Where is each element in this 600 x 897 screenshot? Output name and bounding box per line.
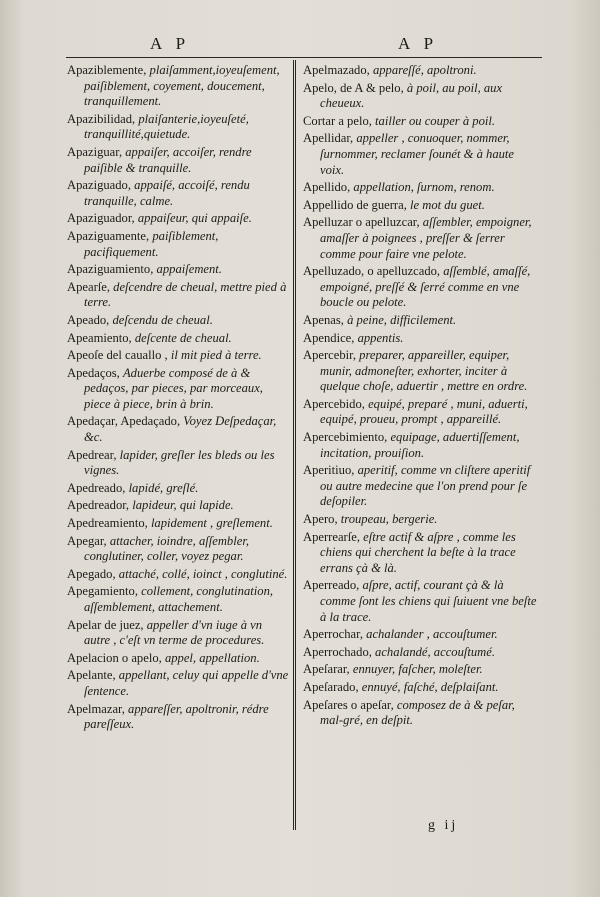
dictionary-entry (303, 180, 541, 196)
entry-headword: Appellido de guerra, (303, 197, 407, 212)
entry-headword: Apegar, (67, 533, 107, 548)
entry-headword: Apedrear, (67, 447, 117, 462)
entry-headword: Apenas, (303, 312, 344, 327)
column-divider (293, 60, 296, 830)
dictionary-entry (303, 313, 541, 329)
entry-headword: Apelluzar o apelluzcar, (303, 215, 420, 230)
entry-headword: Apelmazar, (67, 701, 125, 716)
dictionary-entry (67, 651, 289, 667)
entry-translation: lapidement , greſlement. (150, 516, 273, 531)
entry-headword: Apeamiento, (67, 330, 132, 345)
entry-translation: aſpre, actif, courant çà & là comme ſont les chiens qui ſuiuent vne beſte à la trace. (320, 578, 537, 624)
entry-headword: Apazibilidad, (67, 111, 136, 126)
dictionary-entry (67, 211, 289, 227)
header-right: A P (398, 34, 439, 53)
entry-headword: Apeſarado, (303, 679, 359, 694)
entry-headword: Apellidar, (303, 131, 354, 146)
entry-headword: Aperrochar, (303, 627, 363, 642)
entry-translation: lapider, greſler les bleds ou les vignes. (84, 447, 275, 478)
dictionary-entry (67, 618, 289, 649)
dictionary-entry (67, 702, 289, 733)
entry-headword: Aperreado, (303, 578, 360, 593)
entry-headword: Apedaçar, Apedaçado, (67, 414, 181, 429)
header-rule (66, 57, 542, 58)
dictionary-entry (303, 512, 541, 528)
dictionary-entry (67, 331, 289, 347)
entry-translation: collement, conglutination, aſſemblement, attachement. (84, 584, 274, 614)
dictionary-entry (303, 215, 541, 262)
entry-translation: ennuyer, faſcher, moleſter. (352, 662, 483, 677)
entry-headword: Apeoſe del cauallo , (67, 348, 168, 363)
entry-translation: troupeau, bergerie. (340, 512, 438, 527)
dictionary-entry (67, 262, 289, 278)
dictionary-entry (67, 584, 289, 615)
dictionary-entry (303, 397, 541, 428)
entry-headword: Apero, (303, 512, 338, 527)
entry-translation: appaiſeur, qui appaiſe. (137, 211, 252, 226)
dictionary-entry (303, 348, 541, 395)
entry-translation: appentis. (357, 330, 404, 345)
entry-headword: Apaziguamente, (67, 228, 150, 243)
entry-translation: aſſembler, empoigner, amaſſer à poignees , preſſer & ſerrer comme pour faire vne pelote. (320, 215, 532, 261)
dictionary-entry (67, 534, 289, 565)
entry-headword: Apearſe, (67, 279, 111, 294)
entry-headword: Apaziguador, (67, 211, 135, 226)
entry-headword: Apelo, de A & pelo, (303, 80, 404, 95)
entry-headword: Apegado, (67, 566, 116, 581)
entry-translation: à poil, au poil, aux cheueux. (320, 80, 503, 111)
entry-headword: Apedreador, (67, 498, 130, 513)
entry-translation: Aduerbe composé de à & pedaços, par pieces, par morceaux, piece à piece, brin à brin. (84, 365, 263, 411)
entry-headword: Apaziguamiento, (67, 262, 154, 277)
entry-headword: Apellido, (303, 180, 351, 195)
dictionary-entry (67, 481, 289, 497)
signature-mark: g ij (428, 818, 459, 833)
entry-translation: achalander , accouſtumer. (366, 627, 498, 642)
entry-translation: appeller d'vn iuge à vn autre , c'eſt vn terme de procedures. (84, 617, 265, 648)
dictionary-entry (303, 578, 541, 625)
entry-translation: Voyez Deſpedaçar, &c. (84, 414, 277, 445)
entry-headword: Apaziguar, (67, 144, 123, 159)
entry-headword: Apeado, (67, 312, 110, 327)
entry-headword: Apelar de juez, (67, 617, 144, 632)
dictionary-entry (67, 366, 289, 413)
entry-translation: appaiſement. (156, 262, 222, 277)
entry-translation: plaiſamment,ioyeuſement, paiſiblement, coyement, doucement, tranquillement. (84, 63, 280, 109)
entry-headword: Apendice, (303, 330, 355, 345)
entry-translation: deſcendre de cheual, mettre pied à terre. (84, 279, 287, 310)
dictionary-entry (67, 498, 289, 514)
dictionary-entry (67, 448, 289, 479)
dictionary-entry (303, 114, 541, 130)
entry-translation: aſſemblé, amaſſé, empoigné, preſſé & ſerré comme en vne boucle ou pelote. (320, 264, 531, 310)
dictionary-entry (303, 264, 541, 311)
dictionary-entry (67, 313, 289, 329)
dictionary-entry (67, 145, 289, 176)
dictionary-entry (303, 530, 541, 577)
entry-headword: Apelmazado, (303, 63, 370, 77)
entry-translation: appellation, ſurnom, renom. (353, 180, 495, 195)
entry-translation: composez de à & peſar, mal-gré, en deſpit. (320, 697, 515, 728)
entry-translation: achalandé, accouſtumé. (375, 644, 496, 659)
dictionary-entry (67, 229, 289, 260)
entry-headword: Apelluzado, o apelluzcado, (303, 264, 441, 279)
entry-headword: Apeſares o apeſar, (303, 697, 394, 712)
dictionary-entry (67, 112, 289, 143)
dictionary-entry (67, 567, 289, 583)
dictionary-entry (67, 178, 289, 209)
entry-translation: deſcente de cheual. (134, 330, 232, 345)
header-left: A P (150, 34, 191, 53)
dictionary-entry (303, 81, 541, 112)
entry-translation: le mot du guet. (410, 197, 485, 212)
entry-translation: appareſſé, apoltroni. (372, 63, 477, 77)
dictionary-entry (303, 627, 541, 643)
entry-translation: appeller , conuoquer, nommer, ſurnommer, reclamer ſounét & à haute voix. (320, 131, 515, 177)
entry-translation: eſtre actif & aſpre , comme les chiens qui cherchent la beſte à la trace errans çà & là. (320, 529, 516, 575)
entry-translation: attaché, collé, ioinct , conglutiné. (118, 566, 288, 581)
dictionary-entry (67, 280, 289, 311)
entry-translation: paiſiblement, pacifiquement. (84, 228, 219, 259)
entry-headword: Apelacion o apelo, (67, 650, 162, 665)
entry-translation: il mit pied à terre. (170, 348, 262, 363)
entry-translation: attacher, ioindre, aſſembler, conglutiner, coller, voyez pegar. (84, 533, 249, 564)
dictionary-entry (303, 430, 541, 461)
dictionary-entry (303, 680, 541, 696)
entry-headword: Apaziguado, (67, 178, 131, 193)
entry-translation: lapideur, qui lapide. (132, 498, 234, 513)
running-header (0, 30, 600, 60)
entry-headword: Apedreado, (67, 480, 126, 495)
entry-headword: Apaziblemente, (67, 63, 147, 77)
left-column (67, 63, 289, 735)
entry-headword: Apelante, (67, 668, 116, 683)
dictionary-entry (303, 698, 541, 729)
dictionary-entry (303, 331, 541, 347)
entry-translation: appareſſer, apoltronir, rédre pareſſeux. (84, 701, 269, 732)
entry-translation: appaiſer, accoiſer, rendre paiſible & tranquille. (84, 144, 252, 175)
entry-translation: equipage, aduertiſſement, incitation, prouiſion. (320, 430, 520, 460)
entry-translation: appellant, celuy qui appelle d'vne ſentence. (84, 668, 289, 698)
entry-translation: tailler ou couper à poil. (375, 113, 496, 128)
dictionary-entry (67, 668, 289, 699)
dictionary-entry (67, 516, 289, 532)
dictionary-entry (303, 198, 541, 214)
entry-translation: preparer, appareiller, equiper, munir, admoneſter, exhorter, inciter à quelque choſe, aduertir , mettre en ordre. (320, 348, 528, 394)
right-column (303, 63, 541, 731)
dictionary-entry (303, 662, 541, 678)
entry-translation: appaiſé, accoiſé, rendu tranquille, calme. (84, 178, 250, 208)
entry-translation: lapidé, greſlé. (128, 480, 199, 495)
entry-translation: ennuyé, faſché, deſplaiſant. (361, 679, 499, 694)
dictionary-entry (67, 63, 289, 110)
entry-headword: Apegamiento, (67, 584, 138, 599)
entry-headword: Apedreamiento, (67, 516, 148, 531)
dictionary-entry (67, 414, 289, 445)
dictionary-entry (303, 463, 541, 510)
dictionary-entry (303, 645, 541, 661)
entry-translation: equipé, preparé , muni, aduerti, equipé, proueu, prompt , appareillé. (320, 396, 528, 427)
entry-translation: plaiſanterie,ioyeuſeté, tranquillité,quietude. (84, 111, 249, 142)
entry-translation: deſcendu de cheual. (112, 312, 213, 327)
entry-headword: Apeſarar, (303, 662, 350, 677)
entry-headword: Apercebir, (303, 348, 356, 363)
entry-translation: à peine, difficilement. (347, 312, 457, 327)
entry-translation: aperitif, comme vn cliſtere aperitif ou autre medecine que l'on prend pour ſe deſopiler. (320, 463, 531, 509)
dictionary-entry (303, 63, 541, 79)
entry-headword: Apercebido, (303, 396, 365, 411)
entry-headword: Aperrearſe, (303, 529, 360, 544)
entry-headword: Apedaços, (67, 365, 120, 380)
entry-headword: Aperrochado, (303, 644, 372, 659)
entry-headword: Aperitiuo, (303, 463, 355, 478)
dictionary-entry (67, 348, 289, 364)
entry-headword: Apercebimiento, (303, 430, 388, 445)
entry-headword: Cortar a pelo, (303, 113, 372, 128)
entry-translation: appel, appellation. (164, 650, 260, 665)
dictionary-entry (303, 131, 541, 178)
